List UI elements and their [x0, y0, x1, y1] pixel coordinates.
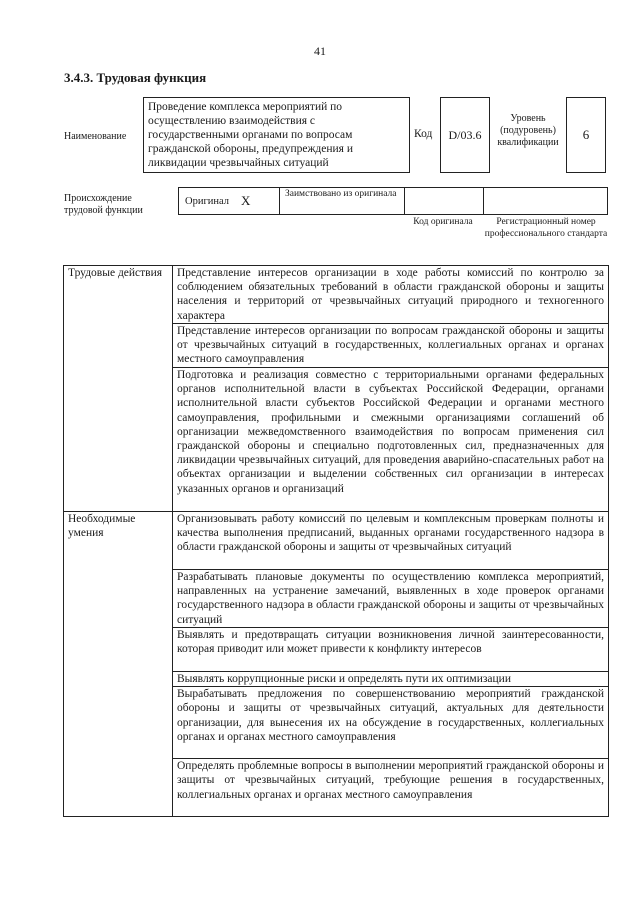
skill-item: Выявлять и предотвращать ситуации возникновения личной заинтересованности, которая приводит или может привести к конфликту интересов [173, 628, 609, 672]
qualification-level-label: Уровень (подуровень) квалификации [497, 113, 559, 148]
skill-item: Выявлять коррупционные риски и определять пути их оптимизации [173, 672, 609, 687]
labor-action-item: Подготовка и реализация совместно с территориальными органами федеральных органов исполнительной власти в субъектах Российской Федерации, органами исполнительной власти субъектов Российской Федерации и органами местного самоуправления, профильными и смежными организациями соглашений об организации межведомственного взаимодействия по вопросам применения сил гражданской обороны и специально подготовленных сил, предназначенных для ликвидации чрезвычайных ситуаций, для проведения аварийно-спасательных работ на объектах организации и выделении собственных сил организации в интересах указанных органов и организаций [173, 368, 609, 512]
code-label: Код [414, 128, 433, 140]
table-row [64, 512, 609, 570]
table-row [64, 266, 609, 324]
skill-item: Разрабатывать плановые документы по осуществлению комплекса мероприятий, направленных на устранение замечаний, выявленных в ходе проверок органами государственного надзора в области гражданской обороны и защиты от чрезвычайных ситуаций [173, 570, 609, 628]
origin-row [178, 187, 608, 215]
registration-number-cell [483, 187, 608, 215]
function-name-box: Проведение комплекса мероприятий по осуществлению взаимодействия с государственными органами по вопросам гражданской обороны, предупреждения и ликвидации чрезвычайных ситуаций [143, 97, 410, 173]
code-value-box: D/03.6 [440, 97, 490, 173]
skill-item: Определять проблемные вопросы в выполнении мероприятий гражданской обороны и защиты от чрезвычайных ситуаций, требующие решения в государственных, коллегиальных органах и органах местного самоуправления [173, 759, 609, 817]
skills-label: Необходимые умения [64, 512, 173, 817]
qualification-level-box: 6 [566, 97, 606, 173]
origin-label: Происхождение трудовой функции [64, 193, 143, 216]
page-number: 41 [314, 44, 326, 58]
original-code-cell [404, 187, 484, 215]
reg-number-caption: Регистрационный номер профессионального стандарта [484, 217, 608, 239]
skill-item: Вырабатывать предложения по совершенствованию мероприятий гражданской обороны и защиты от чрезвычайных ситуаций, актуальных для деятельности организации, для вынесения их на обсуждение в государственных, коллегиальных органах и органах местного самоуправления [173, 687, 609, 759]
skill-item: Организовывать работу комиссий по целевым и комплексным проверкам полноты и качества выполнения предписаний, выданных органами государственного надзора в области гражданской обороны и защиты от чрезвычайных ситуаций [173, 512, 609, 570]
labor-action-item: Представление интересов организации по вопросам гражданской обороны и защиты от чрезвычайных ситуаций в государственных, коллегиальных органах и органах местного самоуправления [173, 324, 609, 368]
section-title: 3.4.3. Трудовая функция [64, 70, 207, 85]
function-details-table [63, 265, 609, 817]
code-original-caption: Код оригинала [413, 217, 473, 227]
original-label: Оригинал [185, 195, 229, 207]
labor-action-item: Представление интересов организации в ходе работы комиссий по контролю за соблюдением обязательных требований в области гражданской обороны и защиты населения и территорий от чрезвычайных ситуаций природного и техногенного характера [173, 266, 609, 324]
labor-actions-label: Трудовые действия [64, 266, 173, 512]
original-cell [178, 187, 280, 215]
naimenovanie-label: Наименование [64, 131, 127, 142]
borrowed-cell: Заимствовано из оригинала [279, 187, 405, 215]
original-mark: X [241, 193, 251, 208]
